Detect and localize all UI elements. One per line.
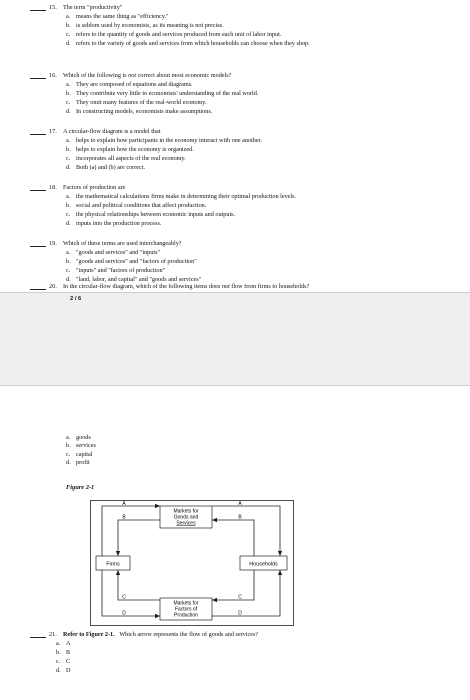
option-d: d. In constructing models, economists make assumptions.	[66, 108, 213, 115]
factors-market-line2: Factors of	[174, 606, 198, 613]
question-text: Which of these terms are used interchangeably?	[63, 240, 182, 247]
question-number: 20.	[49, 283, 57, 290]
label-A-right: A	[238, 500, 242, 507]
households-label: Households	[249, 561, 278, 568]
option-c: c. incorporates all aspects of the real economy.	[66, 155, 186, 162]
question-number: 18.	[49, 184, 57, 191]
page-separator	[0, 292, 470, 386]
question-text: The term "productivity"	[63, 4, 123, 11]
answer-blank-20[interactable]	[30, 289, 46, 290]
question-number: 21.	[49, 631, 57, 638]
option-a: a. helps to explain how participants in the economy interact with one another.	[66, 137, 262, 144]
goods-market-line2: Goods and	[173, 514, 199, 521]
option-c: c. They omit many features of the real-world economy.	[66, 99, 207, 106]
option-a: a. A	[56, 640, 71, 647]
question-text: Which of the following is not correct about most economic models?	[63, 72, 232, 79]
option-b: b. social and political conditions that affect production.	[66, 202, 207, 209]
option-d: d. profit	[66, 459, 90, 467]
option-a: a. goods	[66, 434, 91, 441]
question-number: 16.	[49, 72, 57, 79]
option-c: c. refers to the quantity of goods and services produced from each unit of labor input.	[66, 31, 282, 38]
option-d: d. inputs into the production process.	[66, 220, 162, 227]
option-c: c. the physical relationships between economic inputs and outputs.	[66, 211, 236, 218]
answer-blank-17[interactable]	[30, 134, 46, 135]
answer-blank-19[interactable]	[30, 246, 46, 247]
option-c: c. capital	[66, 450, 93, 458]
label-B-right: B	[238, 514, 242, 521]
option-d: d. Both (a) and (b) are correct.	[66, 164, 146, 171]
question-number: 19.	[49, 240, 57, 247]
circular-flow-diagram	[90, 500, 294, 626]
document-page-2	[0, 384, 470, 700]
answer-blank-18[interactable]	[30, 190, 46, 191]
question-text: A circular-flow diagram is a model that	[63, 128, 161, 135]
question-20	[0, 283, 470, 292]
label-D-left: D	[122, 610, 126, 617]
question-number: 17.	[49, 128, 57, 135]
page-indicator: 2 / 6	[70, 296, 82, 302]
answer-blank-21[interactable]	[30, 637, 46, 638]
goods-market-line1: Markets for	[173, 508, 199, 515]
option-b: b. is seldom used by economists, as its meaning is not precise.	[66, 22, 224, 29]
option-c: c. C	[56, 658, 71, 665]
question-text: Factors of production are	[63, 184, 126, 191]
option-b: b. B	[56, 649, 71, 656]
label-C-left: C	[122, 594, 126, 601]
question-text: In the circular-flow diagram, which of the following items does not flow from firms to households?	[63, 283, 310, 290]
option-b: b. helps to explain how the economy is organized.	[66, 146, 194, 153]
option-a: a. They are composed of equations and diagrams.	[66, 81, 193, 88]
option-d: d. D	[56, 667, 71, 674]
answer-blank-16[interactable]	[30, 78, 46, 79]
option-a: a. means the same thing as "efficiency."	[66, 13, 169, 20]
option-b: b. services	[66, 442, 96, 450]
firms-label: Firms	[106, 561, 120, 568]
question-text: Refer to Figure 2-1. Which arrow represents the flow of goods and services?	[63, 631, 259, 638]
label-A-left: A	[122, 500, 126, 507]
answer-blank-15[interactable]	[30, 10, 46, 11]
factors-market-line3: Production	[174, 612, 198, 619]
factors-market-line1: Markets for	[173, 600, 199, 607]
figure-title: Figure 2-1	[66, 484, 95, 491]
q20-options	[66, 434, 96, 468]
label-D-right: D	[238, 610, 242, 617]
option-b: b. They contribute very little to economists' understanding of the real world.	[66, 90, 259, 97]
option-a: a. the mathematical calculations firms make in determining their optimal production levels.	[66, 193, 297, 200]
figure-reference: Refer to Figure 2-1.	[63, 631, 115, 638]
question-number: 15.	[49, 4, 57, 11]
option-d: d. refers to the variety of goods and services from which households can choose when they shop.	[66, 40, 310, 47]
label-C-right: C	[238, 594, 242, 601]
label-B-left: B	[122, 514, 126, 521]
goods-market-line3: Services	[176, 520, 196, 527]
